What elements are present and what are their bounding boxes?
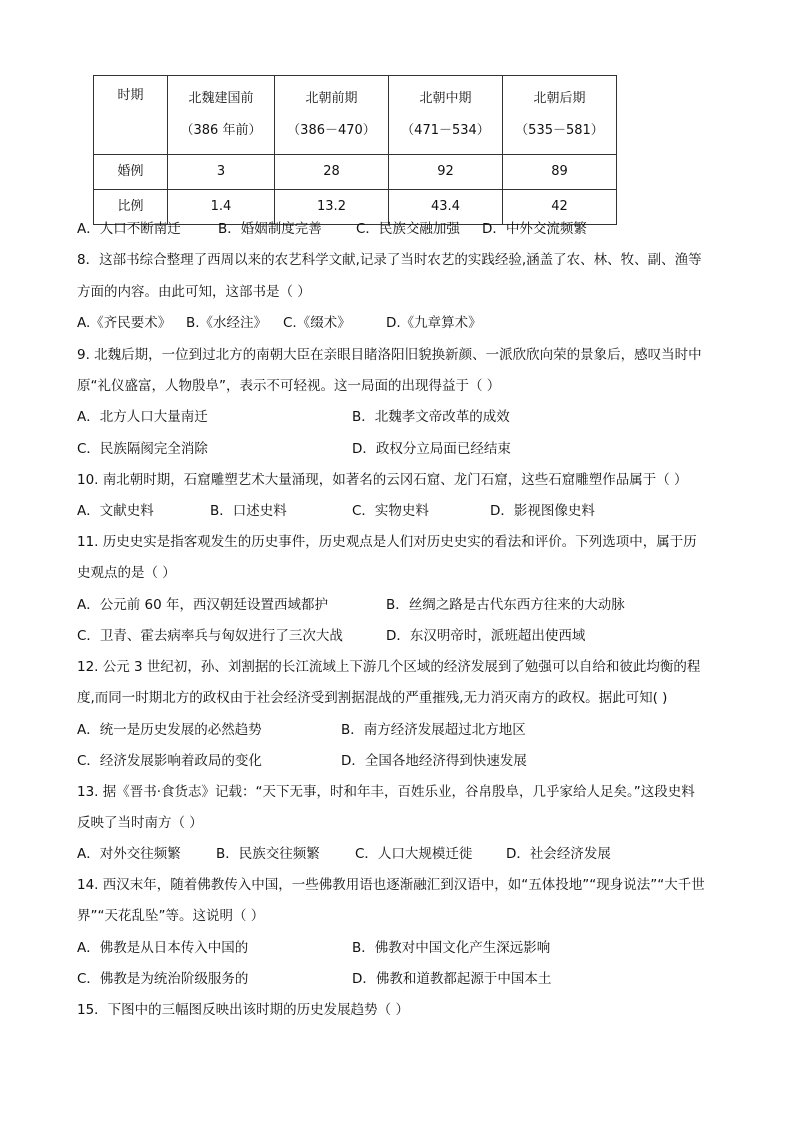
q8-option-a[interactable]: A.《齐民要术》 [77, 315, 172, 331]
q9-stem-line-2: 原“礼仪盛富，人物殷阜”，表示不可轻视。这一局面的出现得益于（ ） [77, 378, 501, 394]
q12-stem-line-2: 度,而同一时期北方的政权由于社会经济受到割据混战的严重摧残,无力消灭南方的政权。据此可知( ) [77, 690, 668, 706]
q10-stem-line-1: 10. 南北朝时期，石窟雕塑艺术大量涌现，如著名的云冈石窟、龙门石窟，这些石窟雕塑作品属于（ ） [77, 472, 688, 488]
q12-option-a[interactable]: A．统一是历史发展的必然趋势 [77, 722, 262, 738]
q12-stem-line-1: 12. 公元 3 世纪初，孙、刘割据的长江流域上下游几个区域的经济发展到了勉强可以自给和彼此均衡的程 [77, 659, 701, 675]
q10-option-a[interactable]: A．文献史料 [77, 503, 154, 519]
table-cell: 92 [389, 155, 503, 190]
header-range: （535－581） [515, 123, 604, 138]
q9-stem-line-1: 9. 北魏后期，一位到过北方的南朝大臣在亲眼目睹洛阳旧貌换新颜、一派欣欣向荣的景象后，感叹当时中 [77, 347, 702, 363]
header-period [94, 76, 168, 155]
q14-option-c[interactable]: C．佛教是为统治阶级服务的 [77, 971, 249, 987]
header-range: （471－534） [401, 123, 490, 138]
header-range: （386－470） [287, 123, 376, 138]
q8-option-c[interactable]: C.《缀术》 [283, 315, 351, 331]
header-title: 北朝中期 [419, 91, 472, 106]
header-title: 北魏建国前 [188, 91, 254, 106]
q14-stem-line-1: 14. 西汉末年，随着佛教传入中国，一些佛教用语也逐渐融汇到汉语中，如“五体投地”“现身说法”“大千世 [77, 877, 705, 893]
q8-option-b[interactable]: B.《水经注》 [186, 315, 268, 331]
table-cell: 89 [503, 155, 617, 190]
table-row-marriages [94, 155, 617, 190]
q14-stem-line-2: 界”“天花乱坠”等。这说明（ ） [77, 908, 265, 924]
q10-option-c[interactable]: C．实物史料 [352, 503, 429, 519]
q8-stem-line-2: 方面的内容。由此可知，这部书是（ ） [77, 284, 311, 300]
header-title: 北朝后期 [533, 91, 586, 106]
header-col-4 [503, 76, 617, 155]
q11-stem-line-2: 史观点的是（ ） [77, 565, 176, 581]
q13-option-d[interactable]: D．社会经济发展 [506, 846, 611, 862]
q12-option-b[interactable]: B．南方经济发展超过北方地区 [341, 722, 526, 738]
q10-option-b[interactable]: B．口述史料 [210, 503, 287, 519]
q13-stem-line-2: 反映了当时南方（ ） [77, 815, 203, 831]
q13-option-c[interactable]: C．人口大规模迁徙 [355, 846, 473, 862]
q11-option-a[interactable]: A．公元前 60 年，西汉朝廷设置西域都护 [77, 597, 328, 613]
q13-stem-line-1: 13. 据《晋书·食货志》记载：“天下无事，时和年丰，百姓乐业，谷帛殷阜，几乎家给人足矣。”这段史料 [77, 784, 695, 800]
q8-option-d[interactable]: D.《九章算术》 [386, 315, 482, 331]
q7-option-a[interactable]: A．人口不断南迁 [77, 221, 181, 237]
q9-option-d[interactable]: D．政权分立局面已经结束 [352, 441, 511, 457]
table-cell: 42 [503, 190, 617, 225]
q11-option-c[interactable]: C．卫青、霍去病率兵与匈奴进行了三次大战 [77, 628, 343, 644]
row-label: 婚例 [94, 155, 168, 190]
header-col-2 [275, 76, 389, 155]
q8-stem-line-1: 8．这部书综合整理了西周以来的农艺科学文献,记录了当时农艺的实践经验,涵盖了农、林、牧、副、渔等 [77, 252, 702, 268]
q11-option-d[interactable]: D．东汉明帝时，派班超出使西域 [386, 628, 586, 644]
q15-stem-line-1: 15．下图中的三幅图反映出该时期的历史发展趋势（ ） [77, 1002, 409, 1018]
q13-option-a[interactable]: A．对外交往频繁 [77, 846, 181, 862]
table-cell: 1.4 [168, 190, 275, 225]
table-header-row [94, 76, 617, 155]
header-range: （386 年前） [180, 123, 262, 138]
q9-option-a[interactable]: A．北方人口大量南迁 [77, 409, 208, 425]
q11-option-b[interactable]: B．丝绸之路是古代东西方往来的大动脉 [386, 597, 625, 613]
q10-option-d[interactable]: D．影视图像史料 [490, 503, 595, 519]
table-cell: 43.4 [389, 190, 503, 225]
table-cell: 28 [275, 155, 389, 190]
table-cell: 13.2 [275, 190, 389, 225]
header-col-1 [168, 76, 275, 155]
header-period-title: 时期 [117, 88, 144, 103]
q9-option-b[interactable]: B．北魏孝文帝改革的成效 [352, 409, 510, 425]
q14-option-a[interactable]: A．佛教是从日本传入中国的 [77, 940, 249, 956]
q7-option-d[interactable]: D．中外交流频繁 [482, 221, 587, 237]
q14-option-b[interactable]: B．佛教对中国文化产生深远影响 [352, 940, 551, 956]
q13-option-b[interactable]: B．民族交往频繁 [216, 846, 320, 862]
table-cell: 3 [168, 155, 275, 190]
q11-stem-line-1: 11. 历史史实是指客观发生的历史事件，历史观点是人们对历史史实的看法和评价。下列选项中，属于历 [77, 534, 697, 550]
header-title: 北朝前期 [305, 91, 358, 106]
q12-option-c[interactable]: C．经济发展影响着政局的变化 [77, 753, 262, 769]
row-label: 比例 [94, 190, 168, 225]
q7-option-c[interactable]: C．民族交融加强 [356, 221, 460, 237]
q12-option-d[interactable]: D．全国各地经济得到快速发展 [341, 753, 527, 769]
q14-option-d[interactable]: D．佛教和道教都起源于中国本土 [352, 971, 552, 987]
header-col-3 [389, 76, 503, 155]
q9-option-c[interactable]: C．民族隔阂完全消除 [77, 441, 208, 457]
marriage-data-table [93, 75, 617, 225]
q7-option-b[interactable]: B．婚姻制度完善 [218, 221, 322, 237]
